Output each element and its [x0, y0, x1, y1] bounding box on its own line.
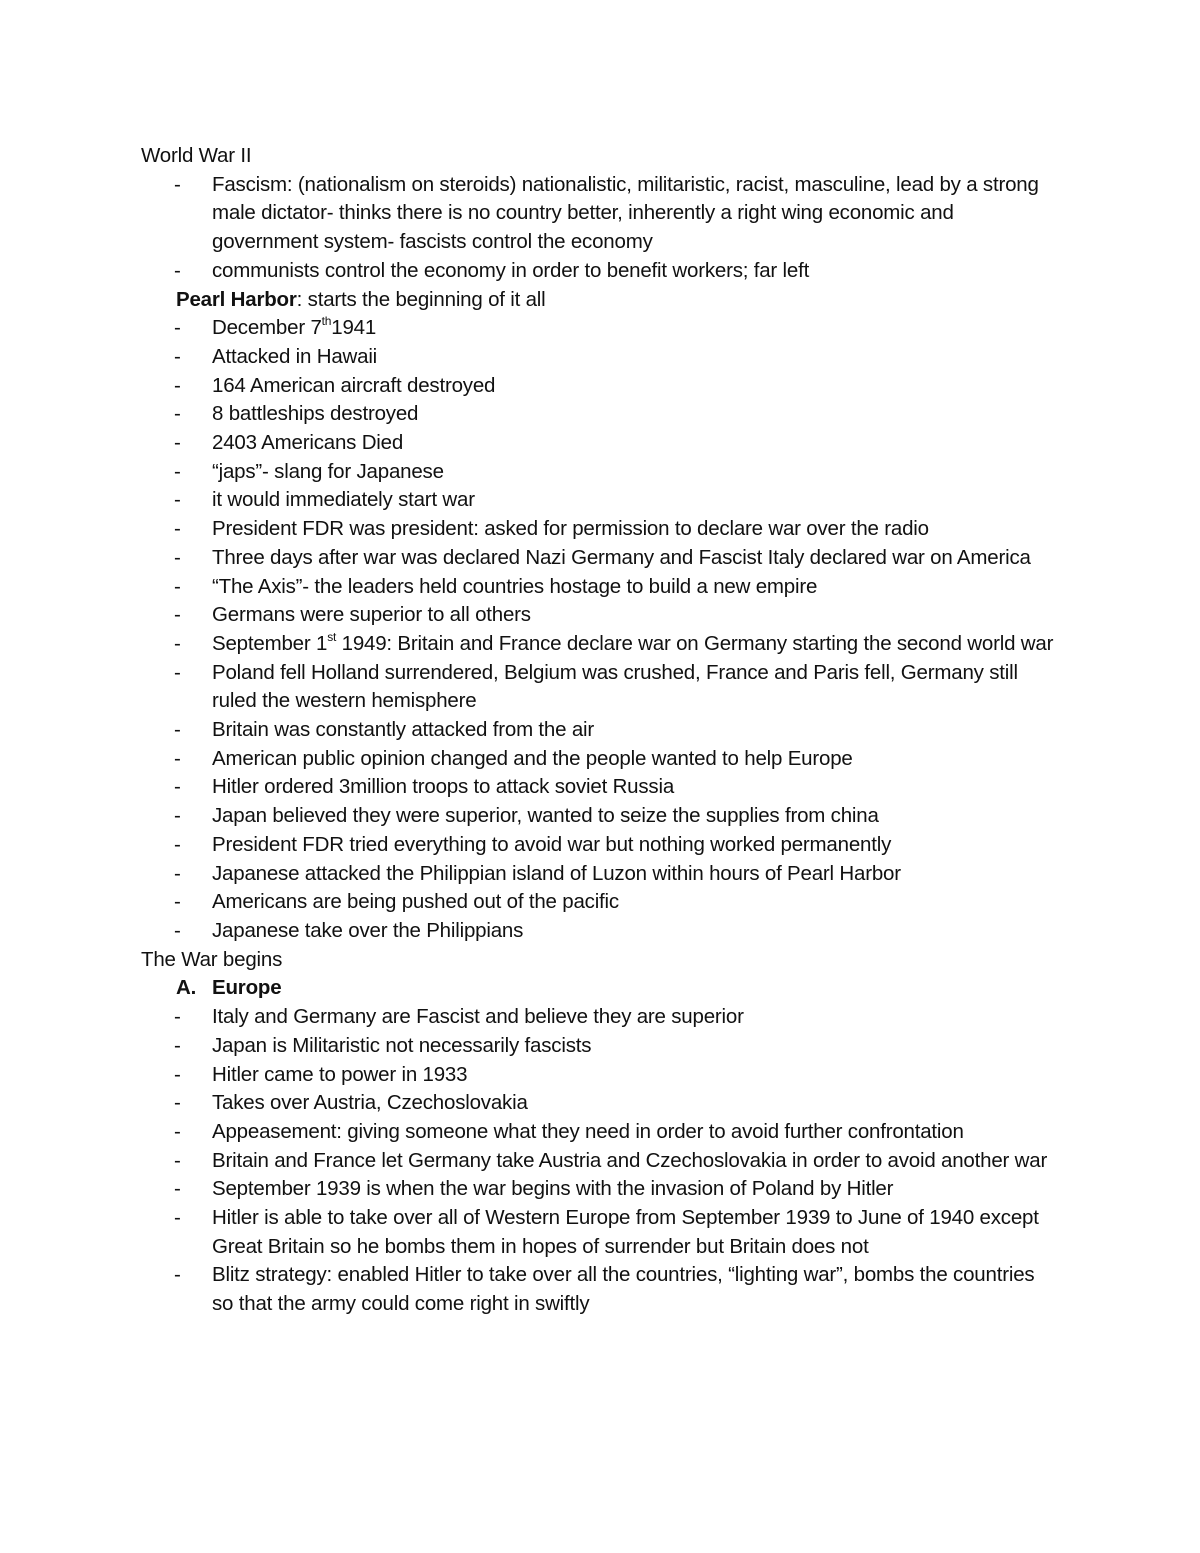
item-text: Britain was constantly attacked from the air — [212, 718, 595, 742]
item-text: 164 American aircraft destroyed — [212, 373, 496, 397]
list-item — [141, 1032, 1061, 1061]
bullet-dash: - — [174, 574, 181, 598]
item-text: Japanese attacked the Philippian island of Luzon within hours of Pearl Harbor — [212, 861, 901, 885]
fascism-list — [141, 171, 1061, 286]
list-item — [141, 1003, 1061, 1032]
bullet-dash: - — [174, 344, 181, 368]
pearl-harbor-label: Pearl Harbor — [176, 287, 297, 311]
list-item — [141, 1175, 1061, 1204]
bullet-dash: - — [174, 775, 181, 799]
item-text: September 1939 is when the war begins with the invasion of Poland by Hitler — [212, 1177, 894, 1201]
list-item — [141, 888, 1061, 917]
list-item — [141, 831, 1061, 860]
bullet-dash: - — [174, 1263, 181, 1287]
bullet-dash: - — [174, 1033, 181, 1057]
item-text: 2403 Americans Died — [212, 431, 404, 455]
bullet-dash: - — [174, 832, 181, 856]
page-title: World War II — [141, 144, 252, 167]
item-text: Appeasement: giving someone what they need in order to avoid further confrontation — [212, 1119, 964, 1143]
list-item — [141, 1061, 1061, 1090]
list-item — [141, 257, 1061, 286]
bullet-dash: - — [174, 459, 181, 483]
pearl-harbor-list — [141, 314, 1061, 945]
list-item — [141, 1204, 1061, 1261]
list-item — [141, 400, 1061, 429]
list-item — [141, 1089, 1061, 1118]
bullet-dash: - — [174, 890, 181, 914]
list-item — [141, 860, 1061, 889]
list-item — [141, 802, 1061, 831]
item-text: Germans were superior to all others — [212, 603, 531, 627]
list-item — [141, 458, 1061, 487]
list-item — [141, 1118, 1061, 1147]
item-text: “japs”- slang for Japanese — [212, 459, 444, 483]
date-prefix: December 7 — [212, 316, 322, 340]
list-item — [141, 917, 1061, 946]
item-text: Attacked in Hawaii — [212, 344, 378, 368]
item-text: Japan believed they were superior, wanted to seize the supplies from china — [212, 804, 879, 828]
item-text: Three days after war was declared Nazi Germany and Fascist Italy declared war on America — [212, 545, 1031, 569]
list-item — [141, 573, 1061, 602]
pearl-harbor-heading — [176, 286, 1061, 315]
war-begins-heading: The War begins — [141, 947, 283, 971]
bullet-dash: - — [174, 1091, 181, 1115]
europe-label: Europe — [212, 976, 282, 1000]
list-item — [141, 601, 1061, 630]
war-begins-list — [141, 1003, 1061, 1319]
list-item — [141, 372, 1061, 401]
bullet-dash: - — [174, 431, 181, 455]
list-item — [141, 515, 1061, 544]
bullet-dash: - — [174, 1148, 181, 1172]
bullet-dash: - — [174, 316, 181, 340]
list-item — [141, 171, 1061, 257]
bullet-dash: - — [174, 545, 181, 569]
item-text: Japanese take over the Philippians — [212, 918, 524, 942]
item-text: Fascism: (nationalism on steroids) nationalistic, militaristic, racist, masculine, lead by a strong male dictator- thinks there is no country better, inherently a right wing economic and government system- fascists control the economy — [212, 172, 1039, 254]
list-item — [141, 486, 1061, 515]
bullet-dash: - — [174, 631, 181, 655]
list-item — [141, 343, 1061, 372]
bullet-dash: - — [174, 718, 181, 742]
bullet-dash: - — [174, 1005, 181, 1029]
list-item — [141, 544, 1061, 573]
list-item — [141, 314, 1061, 343]
item-text: “The Axis”- the leaders held countries hostage to build a new empire — [212, 574, 818, 598]
bullet-dash: - — [174, 402, 181, 426]
bullet-dash: - — [174, 861, 181, 885]
date-suffix: 1941 — [331, 316, 377, 340]
bullet-dash: - — [174, 1177, 181, 1201]
list-item — [141, 1147, 1061, 1176]
item-text: American public opinion changed and the people wanted to help Europe — [212, 746, 853, 770]
date-superscript: th — [321, 314, 332, 329]
item-text: Hitler is able to take over all of Western Europe from September 1939 to June of 1940 except Great Britain so he bombs them in hopes of surrender but Britain does not — [212, 1206, 1039, 1258]
bullet-dash: - — [174, 488, 181, 512]
bullet-dash: - — [174, 746, 181, 770]
list-item — [141, 745, 1061, 774]
pearl-harbor-text: : starts the beginning of it all — [296, 287, 546, 311]
bullet-dash: - — [174, 373, 181, 397]
item-text: President FDR was president: asked for permission to declare war over the radio — [212, 517, 929, 541]
bullet-dash: - — [174, 660, 181, 684]
list-item — [141, 429, 1061, 458]
item-text: Hitler came to power in 1933 — [212, 1062, 468, 1086]
list-item — [141, 659, 1061, 716]
item-text: President FDR tried everything to avoid war but nothing worked permanently — [212, 832, 892, 856]
item-text: Poland fell Holland surrendered, Belgium was crushed, France and Paris fell, Germany still ruled the western hemisphere — [212, 660, 1018, 713]
list-letter: A. — [176, 976, 197, 1000]
sept-prefix: September 1 — [212, 631, 328, 655]
bullet-dash: - — [174, 603, 181, 627]
bullet-dash: - — [174, 1206, 181, 1230]
item-text: Blitz strategy: enabled Hitler to take over all the countries, “lighting war”, bombs the countries so that the army could come right in swiftly — [212, 1263, 1035, 1316]
notes-content — [141, 142, 1061, 1319]
sept-superscript: st — [327, 629, 337, 644]
europe-subheading — [141, 974, 1061, 1003]
list-item — [141, 773, 1061, 802]
item-text: Britain and France let Germany take Austria and Czechoslovakia in order to avoid another war — [212, 1148, 1048, 1172]
bullet-dash: - — [174, 804, 181, 828]
bullet-dash: - — [174, 517, 181, 541]
bullet-dash: - — [174, 1062, 181, 1086]
bullet-dash: - — [174, 172, 181, 196]
item-text: Japan is Militaristic not necessarily fascists — [212, 1033, 592, 1057]
item-text: Italy and Germany are Fascist and believe they are superior — [212, 1005, 744, 1029]
item-text: Takes over Austria, Czechoslovakia — [212, 1091, 528, 1115]
bullet-dash: - — [174, 1119, 181, 1143]
list-item — [141, 716, 1061, 745]
sept-suffix: 1949: Britain and France declare war on Germany starting the second world war — [336, 631, 1054, 655]
item-text: 8 battleships destroyed — [212, 402, 419, 426]
bullet-dash: - — [174, 918, 181, 942]
list-item — [141, 630, 1061, 659]
item-text: it would immediately start war — [212, 488, 475, 512]
item-text: communists control the economy in order to benefit workers; far left — [212, 258, 810, 282]
list-item — [141, 1261, 1061, 1318]
item-text: Americans are being pushed out of the pacific — [212, 890, 619, 914]
item-text: Hitler ordered 3million troops to attack soviet Russia — [212, 775, 675, 799]
bullet-dash: - — [174, 258, 181, 282]
